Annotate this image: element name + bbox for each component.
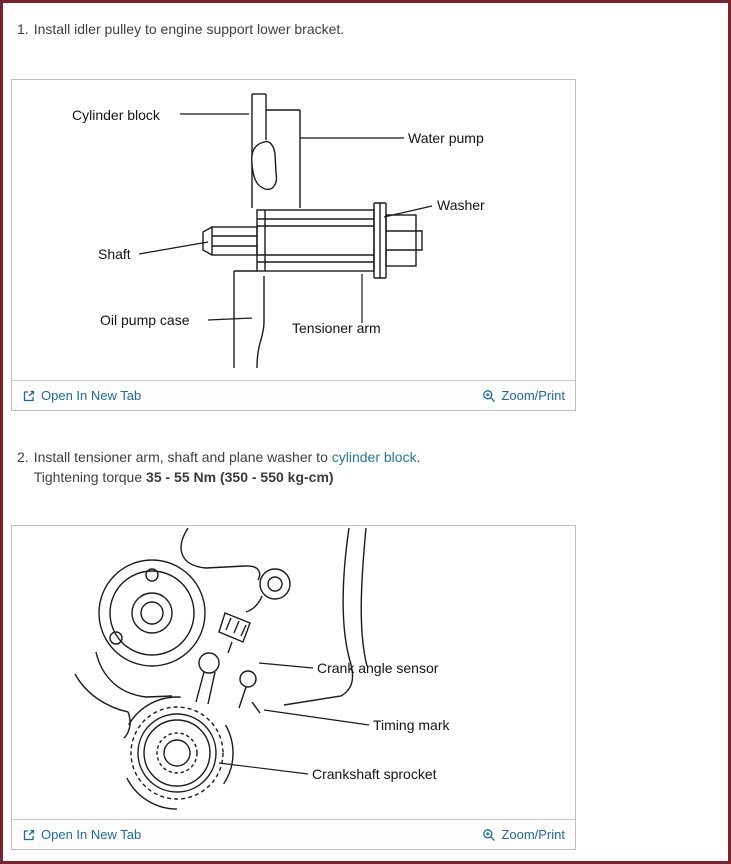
figure-panel-crankshaft — [11, 525, 576, 850]
label-cylinder-block: Cylinder block — [72, 107, 160, 123]
step-2-torque-line — [34, 467, 728, 487]
zoom-icon — [482, 389, 496, 403]
step-1-text: Install idler pulley to engine support lower bracket. — [33, 21, 345, 37]
open-in-new-tab-label: Open In New Tab — [41, 388, 142, 403]
torque-label: Tightening torque — [33, 469, 147, 485]
water-pump-diagram — [12, 80, 575, 380]
crankshaft-leader-lines — [219, 663, 369, 774]
step-2-text-after-link: . — [416, 449, 421, 465]
zoom-print-label: Zoom/Print — [501, 388, 565, 403]
step-2-line-1 — [34, 447, 728, 467]
crankshaft-labels — [312, 660, 450, 782]
label-oil-pump-case: Oil pump case — [100, 312, 190, 328]
cylinder-block-link[interactable]: cylinder block — [331, 449, 417, 465]
step-1-number: 1. — [17, 21, 29, 37]
figure-toolbar-1 — [12, 380, 575, 410]
open-in-new-tab-icon — [22, 828, 36, 842]
zoom-print-label: Zoom/Print — [501, 827, 565, 842]
label-crank-angle-sensor: Crank angle sensor — [317, 660, 439, 676]
label-timing-mark: Timing mark — [373, 717, 450, 733]
step-1 — [17, 19, 728, 39]
zoom-print-link-1[interactable] — [482, 388, 565, 403]
open-in-new-tab-link-1[interactable] — [22, 388, 141, 403]
label-shaft: Shaft — [98, 246, 131, 262]
open-in-new-tab-icon — [22, 389, 36, 403]
water-pump-labels — [72, 107, 485, 336]
step-2-number: 2. — [17, 449, 29, 465]
zoom-print-link-2[interactable] — [482, 827, 565, 842]
label-water-pump: Water pump — [408, 130, 484, 146]
figure-toolbar-2 — [12, 819, 575, 849]
label-tensioner-arm: Tensioner arm — [292, 320, 381, 336]
step-2-text — [34, 447, 728, 487]
open-in-new-tab-link-2[interactable] — [22, 827, 141, 842]
crankshaft-sprocket-diagram — [12, 526, 575, 819]
figure-panel-water-pump — [11, 79, 576, 411]
step-2 — [17, 447, 728, 487]
label-crankshaft-sprocket: Crankshaft sprocket — [312, 766, 437, 782]
open-in-new-tab-label: Open In New Tab — [41, 827, 142, 842]
zoom-icon — [482, 828, 496, 842]
step-2-text-before-link: Install tensioner arm, shaft and plane washer to — [33, 449, 332, 465]
torque-value: 35 - 55 Nm (350 - 550 kg-cm) — [146, 469, 334, 485]
label-washer: Washer — [437, 197, 485, 213]
